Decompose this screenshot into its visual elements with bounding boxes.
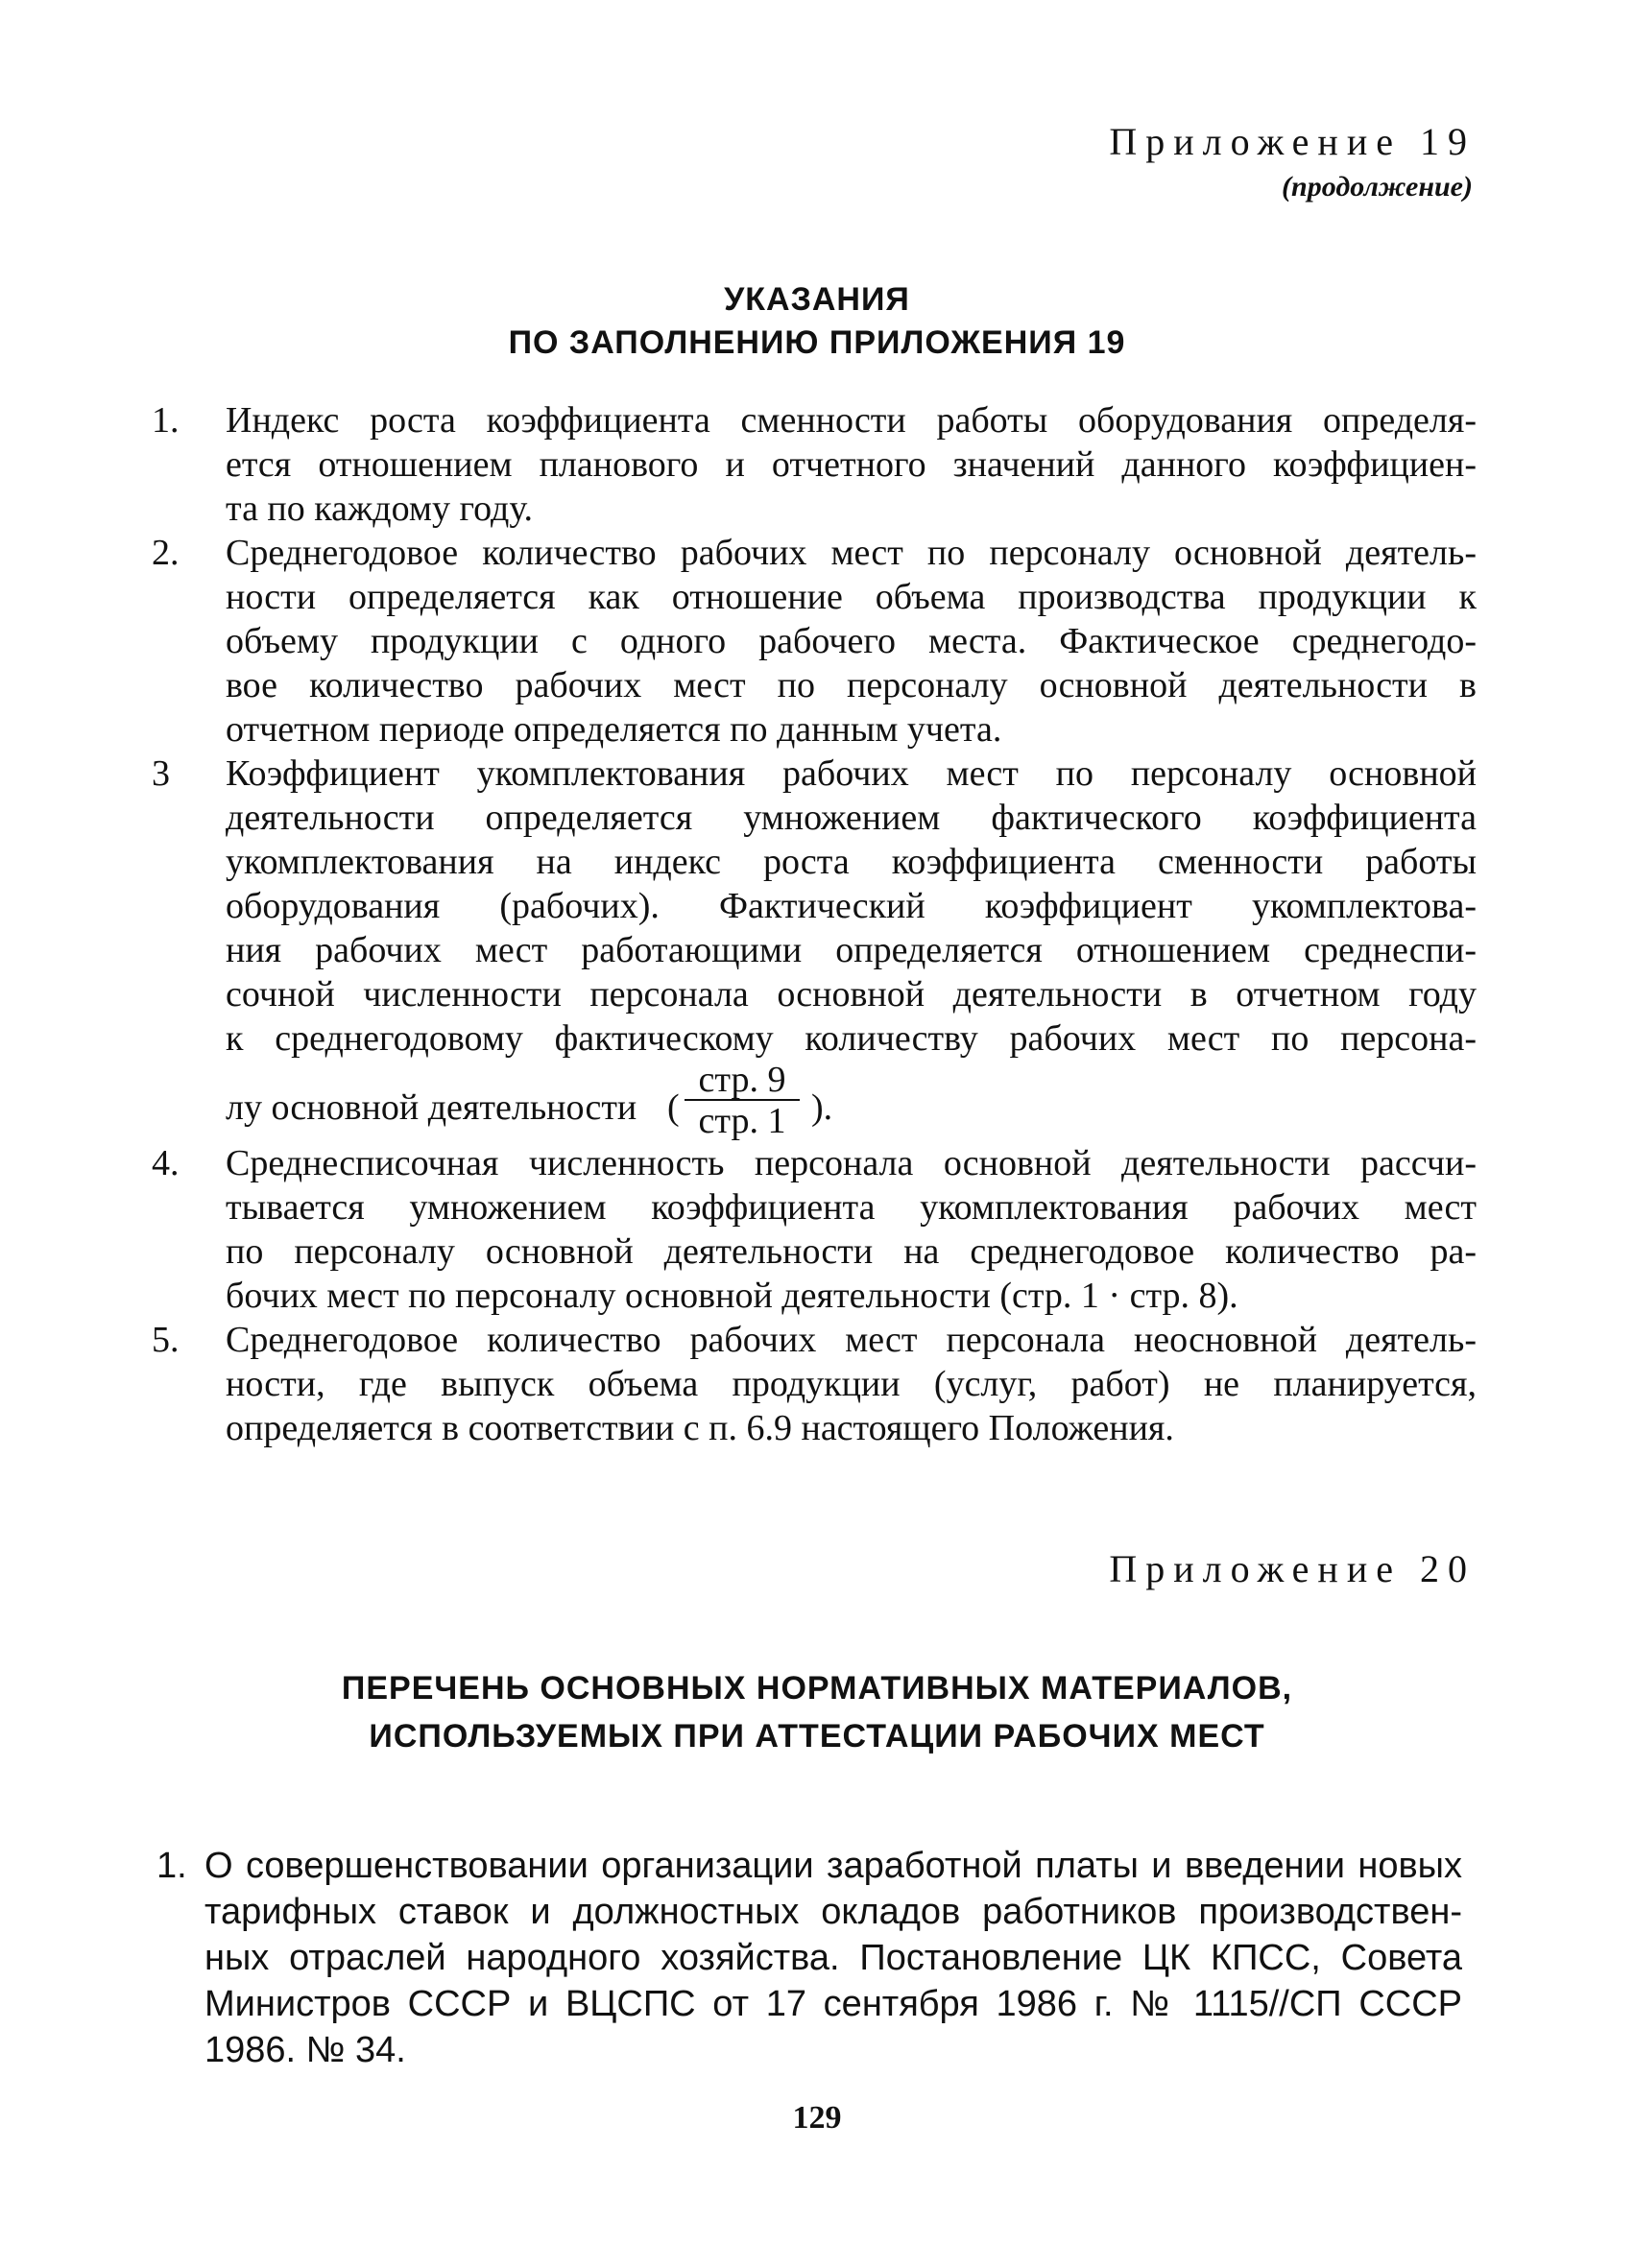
item-number: 2.: [152, 533, 180, 573]
item-line: Коэффициент укомплектования рабочих мест по персоналу основной: [226, 753, 1477, 794]
list-item: [152, 1318, 1477, 1450]
instructions-list: [152, 398, 1477, 1450]
list-item: [152, 752, 1477, 1141]
item-line: деятельности определяется умножением фактического коэффициента: [226, 798, 1477, 838]
item-number: 1.: [156, 1846, 187, 1886]
appendix-20-label: Приложение 20: [1109, 1547, 1476, 1590]
item-number: 5.: [152, 1320, 180, 1360]
item-line: сочной численности персонала основной деятельности в отчетном году: [226, 974, 1477, 1015]
fraction-numerator: стр. 9: [685, 1061, 800, 1101]
item-line: тывается умножением коэффициента укомплектования рабочих мест: [226, 1187, 1477, 1228]
item-line: Среднесписочная численность персонала основной деятельности рассчи-: [226, 1143, 1477, 1183]
fraction-line: [226, 1061, 1477, 1141]
item-line: оборудования (рабочих). Фактический коэффициент укомплектова-: [226, 886, 1477, 926]
item-line: по персоналу основной деятельности на среднегодовое количество ра-: [226, 1231, 1477, 1272]
item-number: 3: [152, 753, 170, 794]
instructions-heading-line1: УКАЗАНИЯ: [724, 281, 910, 318]
appendix-19-continuation: (продолжение): [1282, 171, 1473, 203]
item-line: Среднегодовое количество рабочих мест персонала неосновной деятель-: [226, 1320, 1477, 1360]
item-number: 1.: [152, 400, 180, 441]
item-line: ности определяется как отношение объема производства продукции к: [226, 577, 1477, 617]
item-line: О совершенствовании организации заработной платы и введении новых: [204, 1846, 1462, 1886]
item-number: 4.: [152, 1143, 180, 1183]
fraction-close-paren: ).: [811, 1087, 833, 1128]
fraction-denominator: стр. 1: [698, 1101, 786, 1141]
item-line: отчетном периоде определяется по данным учета.: [226, 709, 1002, 750]
list-item: [152, 531, 1477, 752]
item-line: укомплектования на индекс роста коэффициента сменности работы: [226, 842, 1477, 882]
item-line: тарифных ставок и должностных окладов работников производствен-: [204, 1892, 1462, 1932]
item-line: ется отношением планового и отчетного значений данного коэффициен-: [226, 444, 1477, 485]
item-line: бочих мест по персоналу основной деятельности (стр. 1 · стр. 8).: [226, 1276, 1238, 1316]
item-line: объему продукции с одного рабочего места. Фактическое среднегодо-: [226, 621, 1477, 661]
list-item: [152, 1141, 1477, 1318]
page-number: 129: [792, 2100, 842, 2136]
item-line: ных отраслей народного хозяйства. Постановление ЦК КПСС, Совета: [204, 1938, 1462, 1978]
item-line: Индекс роста коэффициента сменности работы оборудования определя-: [226, 400, 1477, 441]
item-line: та по каждому году.: [226, 489, 534, 529]
fraction-open-paren: (: [667, 1087, 680, 1128]
item-line: Министров СССР и ВЦСПС от 17 сентября 1986 г. № 1115//СП СССР: [204, 1984, 1462, 2024]
item-line: 1986. № 34.: [204, 2030, 406, 2070]
item-line: ности, где выпуск объема продукции (услуг, работ) не планируется,: [226, 1364, 1477, 1404]
normative-materials-list: [156, 1843, 1462, 2073]
appendix-20-heading-line1: ПЕРЕЧЕНЬ ОСНОВНЫХ НОРМАТИВНЫХ МАТЕРИАЛОВ,: [341, 1670, 1293, 1707]
item-line: определяется в соответствии с п. 6.9 настоящего Положения.: [226, 1408, 1174, 1448]
appendix-19-label: Приложение 19: [1109, 120, 1476, 163]
list-item: [152, 398, 1477, 531]
item-line: ния рабочих мест работающими определяется отношением среднеспи-: [226, 930, 1477, 970]
fraction-lead-text: лу основной деятельности: [226, 1087, 637, 1128]
item-line: вое количество рабочих мест по персоналу основной деятельности в: [226, 665, 1477, 705]
instructions-heading-line2: ПО ЗАПОЛНЕНИЮ ПРИЛОЖЕНИЯ 19: [508, 324, 1126, 361]
appendix-20-heading-line2: ИСПОЛЬЗУЕМЫХ ПРИ АТТЕСТАЦИИ РАБОЧИХ МЕСТ: [369, 1718, 1265, 1755]
item-line: к среднегодовому фактическому количеству рабочих мест по персона-: [226, 1018, 1477, 1059]
list-item: [156, 1843, 1462, 2073]
item-line: Среднегодовое количество рабочих мест по персоналу основной деятель-: [226, 533, 1477, 573]
fraction: [685, 1061, 800, 1141]
